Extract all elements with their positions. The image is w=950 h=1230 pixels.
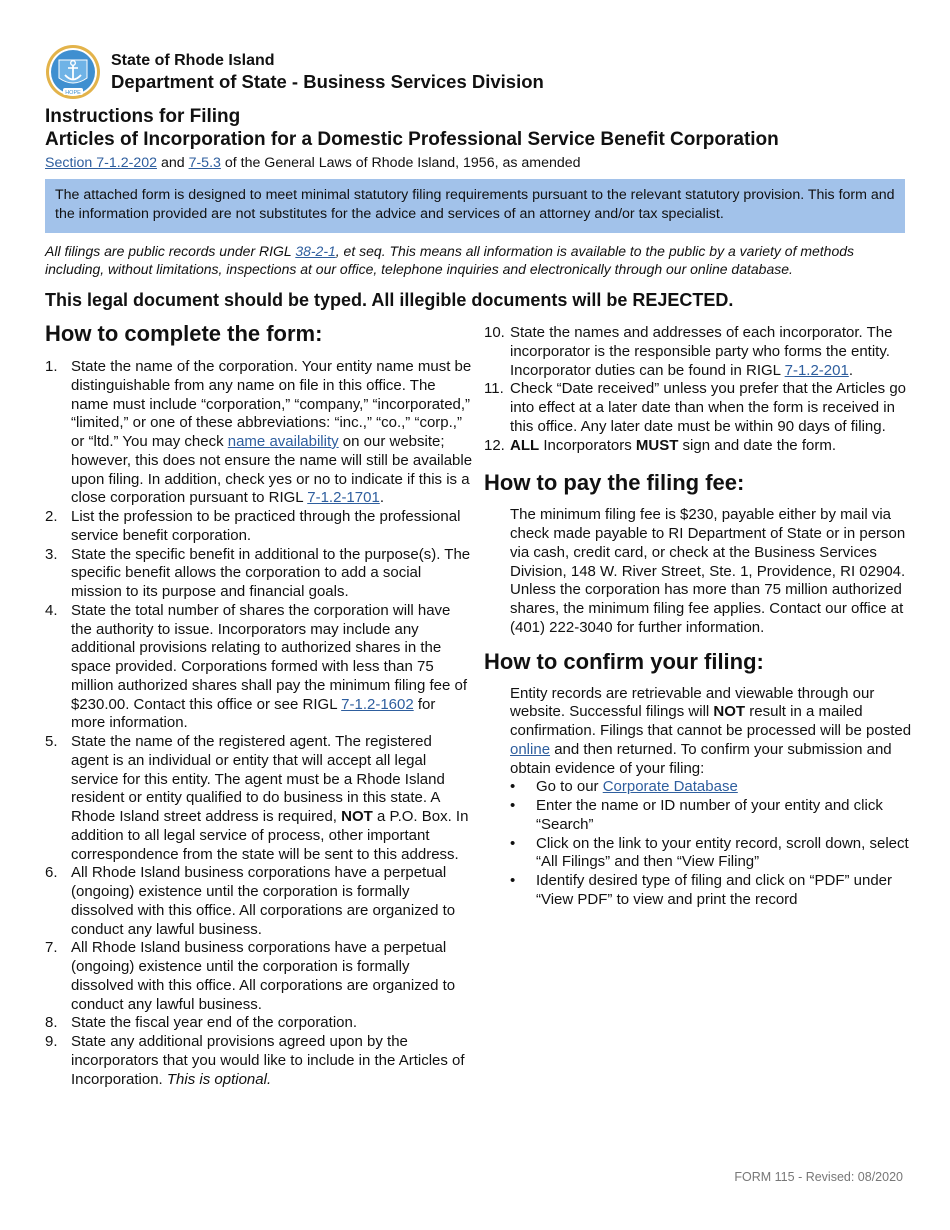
rigl-7-1-2-1701-link[interactable]: 7-1.2-1701 xyxy=(307,489,380,507)
rigl-7-1-2-201-link[interactable]: 7-1.2-201 xyxy=(784,361,849,379)
right-column xyxy=(484,324,914,910)
confirm-steps xyxy=(484,778,914,909)
online-link[interactable]: online xyxy=(510,740,551,758)
title-block xyxy=(45,106,925,172)
form-title: Articles of Incorporation for a Domestic Professional Service Benefit Corporation xyxy=(45,129,779,150)
step-8: 8. State the fiscal year end of the corporation. xyxy=(45,1014,358,1032)
fee-text: The minimum filing fee is $230, payable either by mail via check made payable to RI Department of State or in person via cash, credit card, or check at the Business Services Division, 148 W. River Street, Ste. 1, Providence, RI 02904. Unless the corporation has more than 75 million authorized shares, the minimum filing fee applies. Contact our office at (401) 222-3040 for further information. xyxy=(510,506,906,636)
name-availability-link[interactable]: name availability xyxy=(227,433,339,450)
confirm-text: Entity records are retrievable and viewable through our website. Successful filings will NOT result in a mailed confirmation. Filings that cannot be processed will be posted online and then returned. To confirm your submission and obtain evidence of your filing: xyxy=(510,684,912,777)
step-5: 5. State the name of the registered agent. The registered agent is an individual or entity that will accept all legal service for this entity. The agent must be a Rhode Island resident or entity qualified to do business in this state. A Rhode Island street address is required, NOT a P.O. Box. In addition to all legal service of process, other important correspondence from the state will be sent to this address. xyxy=(45,733,469,863)
step-6: 6. All Rhode Island business corporations have a perpetual (ongoing) existence until the corporation is formally dissolved with this office. All corporations are organized to conduct any lawful business. xyxy=(45,864,456,938)
instruction-steps xyxy=(45,358,473,1089)
confirm-heading: How to confirm your filing: xyxy=(484,648,764,674)
confirm-step-4: • Identify desired type of filing and click on “PDF” under “View PDF” to view and print the record xyxy=(510,872,893,908)
step-12: 12. ALL Incorporators MUST sign and date the form. xyxy=(484,436,836,454)
complete-heading: How to complete the form: xyxy=(45,321,323,346)
statute-reference: Section 7-1.2-202 and 7-5.3 of the General Laws of Rhode Island, 1956, as amended xyxy=(45,155,581,171)
step-7: 7. All Rhode Island business corporations have a perpetual (ongoing) existence until the corporation is formally dissolved with this office. All corporations are organized to conduct any lawful business. xyxy=(45,939,456,1013)
left-column xyxy=(45,320,473,1089)
corporate-database-link[interactable]: Corporate Database xyxy=(602,778,738,796)
department-name: Department of State - Business Services Division xyxy=(111,71,544,92)
seal-motto: HOPE xyxy=(65,90,81,96)
step-9: 9. State any additional provisions agreed upon by the incorporators that you would like to include in the Articles of Incorporation. This is optional. xyxy=(45,1033,465,1088)
confirm-step-1: • Go to our Corporate Database xyxy=(510,778,738,796)
confirm-step-2: • Enter the name or ID number of your entity and click “Search” xyxy=(510,797,883,833)
fee-heading: How to pay the filing fee: xyxy=(484,470,745,496)
statute-link-7-1-2-202[interactable]: Section 7-1.2-202 xyxy=(45,155,157,171)
page-title: Instructions for Filing xyxy=(45,106,241,127)
public-records-note: All filings are public records under RIGL 38-2-1, et seq. This means all information is available to the public by a variety of methods including, without limitations, inspections at our office, telephone inquiries and electronically through our online database. xyxy=(45,243,855,277)
state-name: State of Rhode Island xyxy=(111,52,275,69)
step-4: 4. State the total number of shares the corporation will have the authority to issue. Incorporators may include any additional provisions relating to authorized shares in the space provided. Corporations formed with less than 75 million authorized shares shall pay the minimum filing fee of $230.00. Contact this office or see RIGL 7-1.2-1602 for more information. xyxy=(45,601,468,732)
form-revision-footer: FORM 115 - Revised: 08/2020 xyxy=(734,1170,903,1184)
instruction-steps-continued xyxy=(484,324,914,455)
disclaimer-notice: The attached form is designed to meet minimal statutory filing requirements pursuant to the relevant statutory provision. This form and the information provided are not substitutes for the advice and services of an attorney and/or tax specialist. xyxy=(45,179,905,233)
rigl-7-1-2-1602-link[interactable]: 7-1.2-1602 xyxy=(341,695,414,713)
step-3: 3. State the specific benefit in additional to the purpose(s). The specific benefit allows the corporation to add a social mission to its purpose and financial goals. xyxy=(45,545,471,600)
rigl-38-2-1-link[interactable]: 38-2-1 xyxy=(295,243,336,259)
statute-link-7-5-3[interactable]: 7-5.3 xyxy=(188,155,221,171)
step-10: 10. State the names and addresses of each incorporator. The incorporator is the responsible party who forms the entity. Incorporator duties can be found in RIGL 7-1.2-201. xyxy=(484,324,893,379)
state-seal-icon xyxy=(45,44,101,100)
confirm-step-3: • Click on the link to your entity record, scroll down, select “All Filings” and then “View Filing” xyxy=(510,834,909,871)
step-2: 2. List the profession to be practiced through the professional service benefit corporation. xyxy=(45,508,461,544)
agency-name xyxy=(111,52,544,94)
step-1: 1. State the name of the corporation. Your entity name must be distinguishable from any name on file in this office. The name must include “corporation,” “company,” “incorporated,” “limited,” or one of these abbreviations: “inc.,” “co.,” “corp.,” or “ltd.” You may check name availability on our website; however, this does not ensure the name will still be available upon filing. In addition, check yes or no to indicate if this is a close corporation pursuant to RIGL 7-1.2-1701. xyxy=(45,358,473,507)
legal-warning: This legal document should be typed. All illegible documents will be REJECTED. xyxy=(45,290,734,310)
step-11: 11. Check “Date received” unless you prefer that the Articles go into effect at a later date than when the form is received in this office. Any later date must be within 90 days of filing. xyxy=(484,380,907,435)
